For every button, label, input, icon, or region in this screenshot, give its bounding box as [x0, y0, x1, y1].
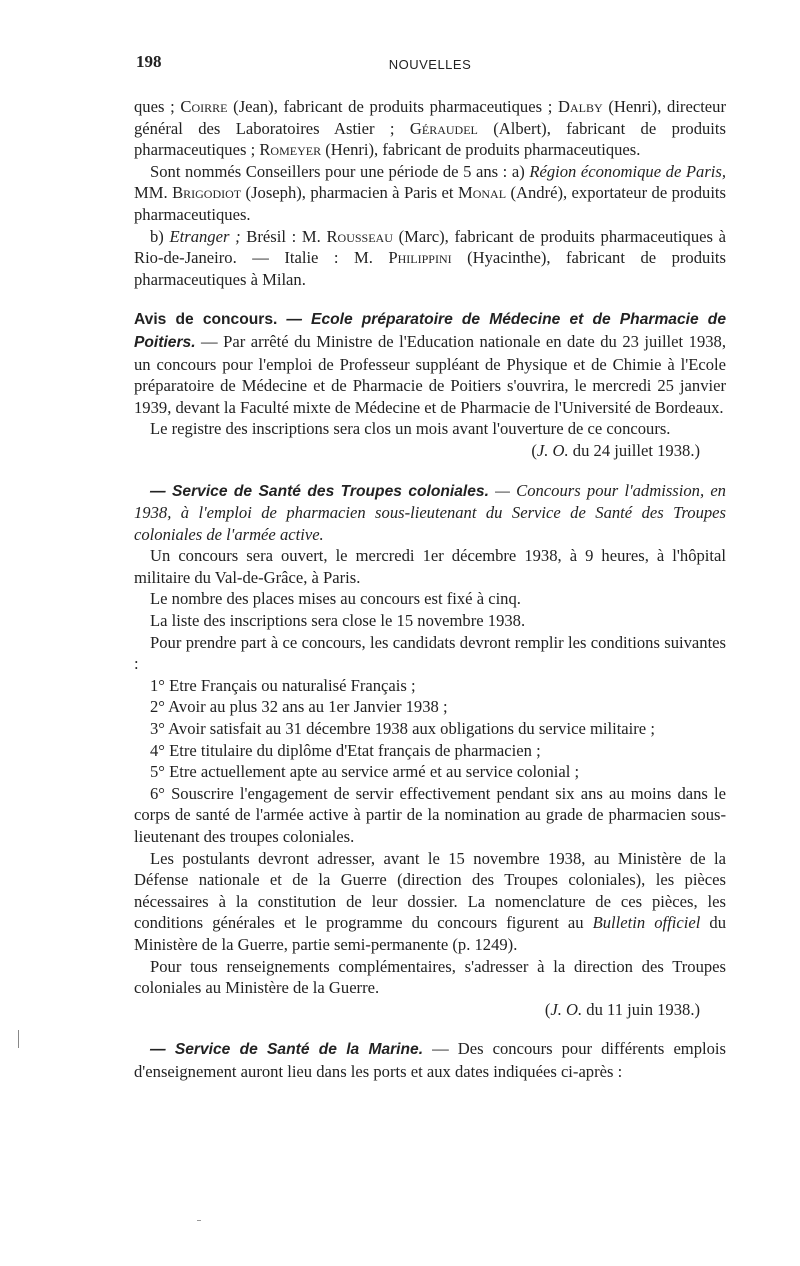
person-name: Brigodiot	[172, 183, 242, 203]
person-name: Monal	[457, 183, 507, 203]
avis-section	[134, 308, 726, 461]
troupes-heading-paragraph	[134, 480, 726, 546]
source-citation: (J. O. du 24 juillet 1938.)	[531, 440, 700, 460]
condition-item: 6° Souscrire l'engagement de servir effectivement pendant six ans au moins dans le corps de santé de l'armée active à partir de la nomination au grade de pharmacien sous-lieutenant des troupes coloniales.	[134, 783, 726, 846]
section-subtitle: — Concours pour l'admission, en 1938, à l'emploi de pharmacien sous-lieutenant du Service de Santé des Troupes coloniales de l'armée active.	[134, 480, 726, 544]
troupes-paragraph-2: Le nombre des places mises au concours est fixé à cinq.	[150, 589, 521, 609]
source-citation: (J. O. du 11 juin 1938.)	[544, 999, 700, 1019]
page-number: 198	[136, 52, 162, 71]
marine-paragraph: — Service de Santé de la Marine. — Des concours pour différents emplois d'enseignement auront lieu dans les ports et aux dates indiquées ci-après :	[134, 1039, 726, 1081]
troupes-paragraph-5: Les postulants devront adresser, avant le 15 novembre 1938, au Ministère de la Défense nationale et de la Guerre (direction des Troupes coloniales), les pièces nécessaires à la constitution de leur dossier. La nomenclature de ces pièces, les conditions générales et le programme du concours figurent au Bulletin officiel du Ministère de la Guerre, partie semi-permanente (p. 1249).	[134, 848, 727, 954]
person-name: Coirre	[180, 97, 228, 116]
page-body	[134, 96, 726, 1083]
person-name: Philippini	[388, 248, 452, 268]
section-heading: — Service de Santé des Troupes coloniales.	[150, 482, 489, 500]
troupes-paragraph-4: Pour prendre part à ce concours, les candidats devront remplir les conditions suivantes :	[134, 632, 726, 674]
person-name: Dalby	[558, 97, 603, 116]
scan-speck	[197, 1220, 201, 1221]
intro-paragraph-1: ques ; Coirre (Jean), fabricant de produits pharmaceutiques ; Dalby (Henri), directeur général des Laboratoires Astier ; Géraudel (Albert), fabricant de produits pharmaceutiques ; Romeyer (Henri), fabricant de produits pharmaceutiques.	[134, 97, 726, 160]
person-name: Géraudel	[409, 118, 478, 138]
condition-item: 1° Etre Français ou naturalisé Français ;	[150, 675, 416, 695]
condition-item: 2° Avoir au plus 32 ans au 1er Janvier 1938 ;	[150, 697, 448, 717]
margin-mark	[18, 1030, 19, 1048]
avis-paragraph-2: Le registre des inscriptions sera clos un mois avant l'ouverture de ce concours.	[150, 419, 671, 439]
condition-item: 4° Etre titulaire du diplôme d'Etat français de pharmacien ;	[150, 740, 541, 760]
section-title: — Ecole préparatoire de Médecine et de Pharmacie de Poitiers.	[134, 311, 726, 351]
troupes-paragraph-3: La liste des inscriptions sera close le 15 novembre 1938.	[150, 611, 526, 631]
intro-paragraph-3: b) Etranger ; Brésil : M. Rousseau (Marc), fabricant de produits pharmaceutiques à Rio-de-Janeiro. — Italie : M. Philippini (Hyacinthe), fabricant de produits pharmaceutiques à Milan.	[134, 226, 727, 289]
running-head: NOUVELLES	[388, 57, 472, 72]
section-heading: — Service de Santé de la Marine.	[150, 1041, 424, 1059]
person-name: Rousseau	[326, 226, 393, 246]
avis-paragraph: Avis de concours. — Ecole préparatoire de Médecine et de Pharmacie de Poitiers. — Par arrêté du Ministre de l'Education nationale en date du 23 juillet 1938, un concours pour l'emploi de Professeur suppléant de Physique et de Chimie à l'Ecole préparatoire de Médecine et de Pharmacie de Poitiers s'ouvrira, le mercredi 25 janvier 1939, devant la Faculté mixte de Médecine et de Pharmacie de l'Université de Bordeaux.	[134, 311, 726, 417]
condition-item: 5° Etre actuellement apte au service armé et au service colonial ;	[150, 762, 580, 782]
page-header	[136, 44, 724, 74]
marine-section	[134, 1038, 726, 1082]
troupes-paragraph-6: Pour tous renseignements complémentaires, s'adresser à la direction des Troupes coloniales au Ministère de la Guerre.	[134, 956, 726, 998]
person-name: Romeyer	[259, 140, 322, 160]
intro-paragraph-2: Sont nommés Conseillers pour une période de 5 ans : a) Région économique de Paris, MM. Brigodiot (Joseph), pharmacien à Paris et Monal (André), exportateur de produits pharmaceutiques.	[134, 161, 726, 224]
troupes-paragraph-1: Un concours sera ouvert, le mercredi 1er décembre 1938, à 9 heures, à l'hôpital militaire du Val-de-Grâce, à Paris.	[134, 546, 726, 587]
troupes-section	[134, 480, 726, 1021]
section-heading: Avis de concours.	[134, 311, 278, 329]
condition-item: 3° Avoir satisfait au 31 décembre 1938 aux obligations du service militaire ;	[150, 719, 655, 739]
